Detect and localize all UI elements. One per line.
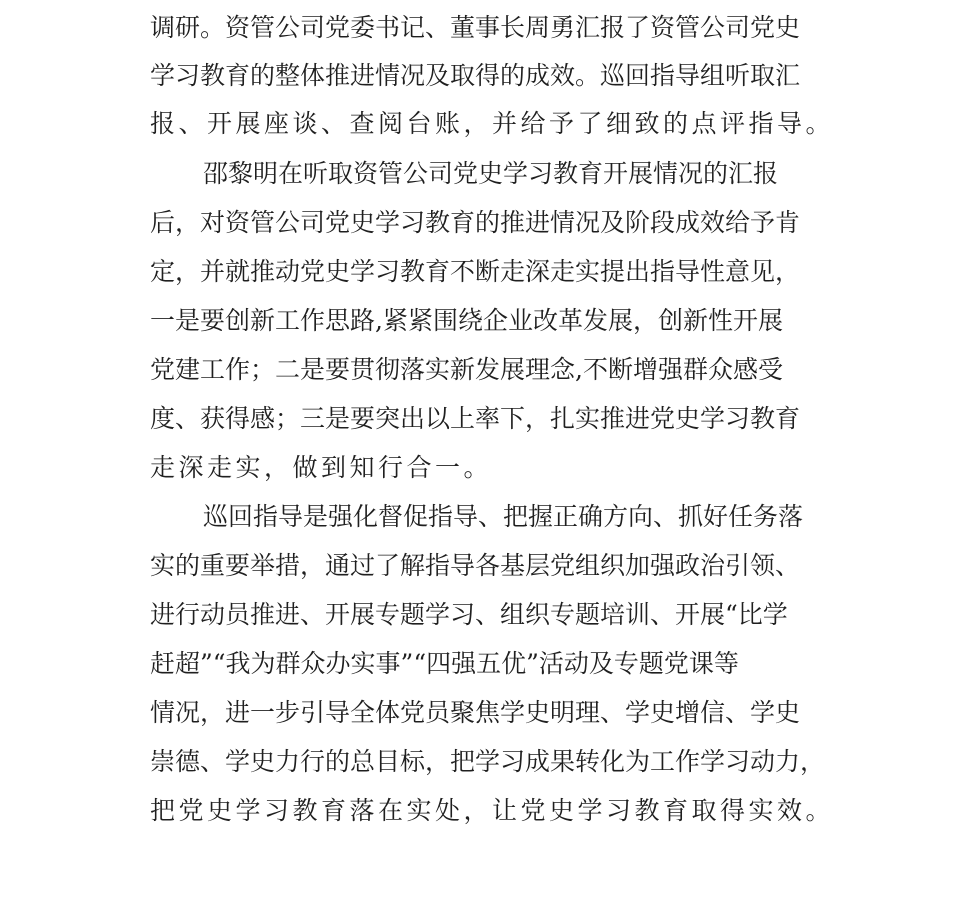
paragraph-3-line-5: 情况，进一步引导全体党员聚焦学史明理、学史增信、学史	[150, 698, 801, 727]
paragraph-3-line-3: 进行动员推进、开展专题学习、组织专题培训、开展“比学	[150, 600, 788, 629]
paragraph-1-line-1: 调研。资管公司党委书记、董事长周勇汇报了资管公司党史	[150, 13, 801, 42]
paragraph-3-line-2: 实的重要举措，通过了解指导各基层党组织加强政治引领、	[150, 551, 801, 580]
paragraph-3-line-6: 崇德、学史力行的总目标，把学习成果转化为工作学习动力，	[150, 747, 826, 776]
paragraph-2-line-7: 走深走实，做到知行合一。	[150, 453, 493, 482]
paragraph-1-line-3: 报、开展座谈、查阅台账，并给予了细致的点评指导。	[150, 109, 835, 138]
paragraph-1-line-2: 学习教育的整体推进情况及取得的成效。巡回指导组听取汇	[150, 61, 801, 90]
paragraph-3-line-4: 赶超”“我为群众办实事”“四强五优”活动及专题党课等	[150, 649, 739, 678]
paragraph-2-line-6: 度、获得感；三是要突出以上率下，扎实推进党史学习教育	[150, 404, 801, 433]
paragraph-2-line-5: 党建工作；二是要贯彻落实新发展理念,不断增强群众感受	[150, 355, 783, 384]
paragraph-2-line-1: 邵黎明在听取资管公司党史学习教育开展情况的汇报	[203, 159, 779, 188]
paragraph-3-line-1: 巡回指导是强化督促指导、把握正确方向、抓好任务落	[203, 502, 804, 531]
paragraph-2-line-3: 定，并就推动党史学习教育不断走深走实提出指导性意见，	[150, 257, 801, 286]
paragraph-2-line-2: 后，对资管公司党史学习教育的推进情况及阶段成效给予肯	[150, 208, 801, 237]
paragraph-3-line-7: 把党史学习教育落在实处，让党史学习教育取得实效。	[150, 796, 835, 825]
paragraph-2-line-4: 一是要创新工作思路,紧紧围绕企业改革发展，创新性开展	[150, 306, 783, 335]
